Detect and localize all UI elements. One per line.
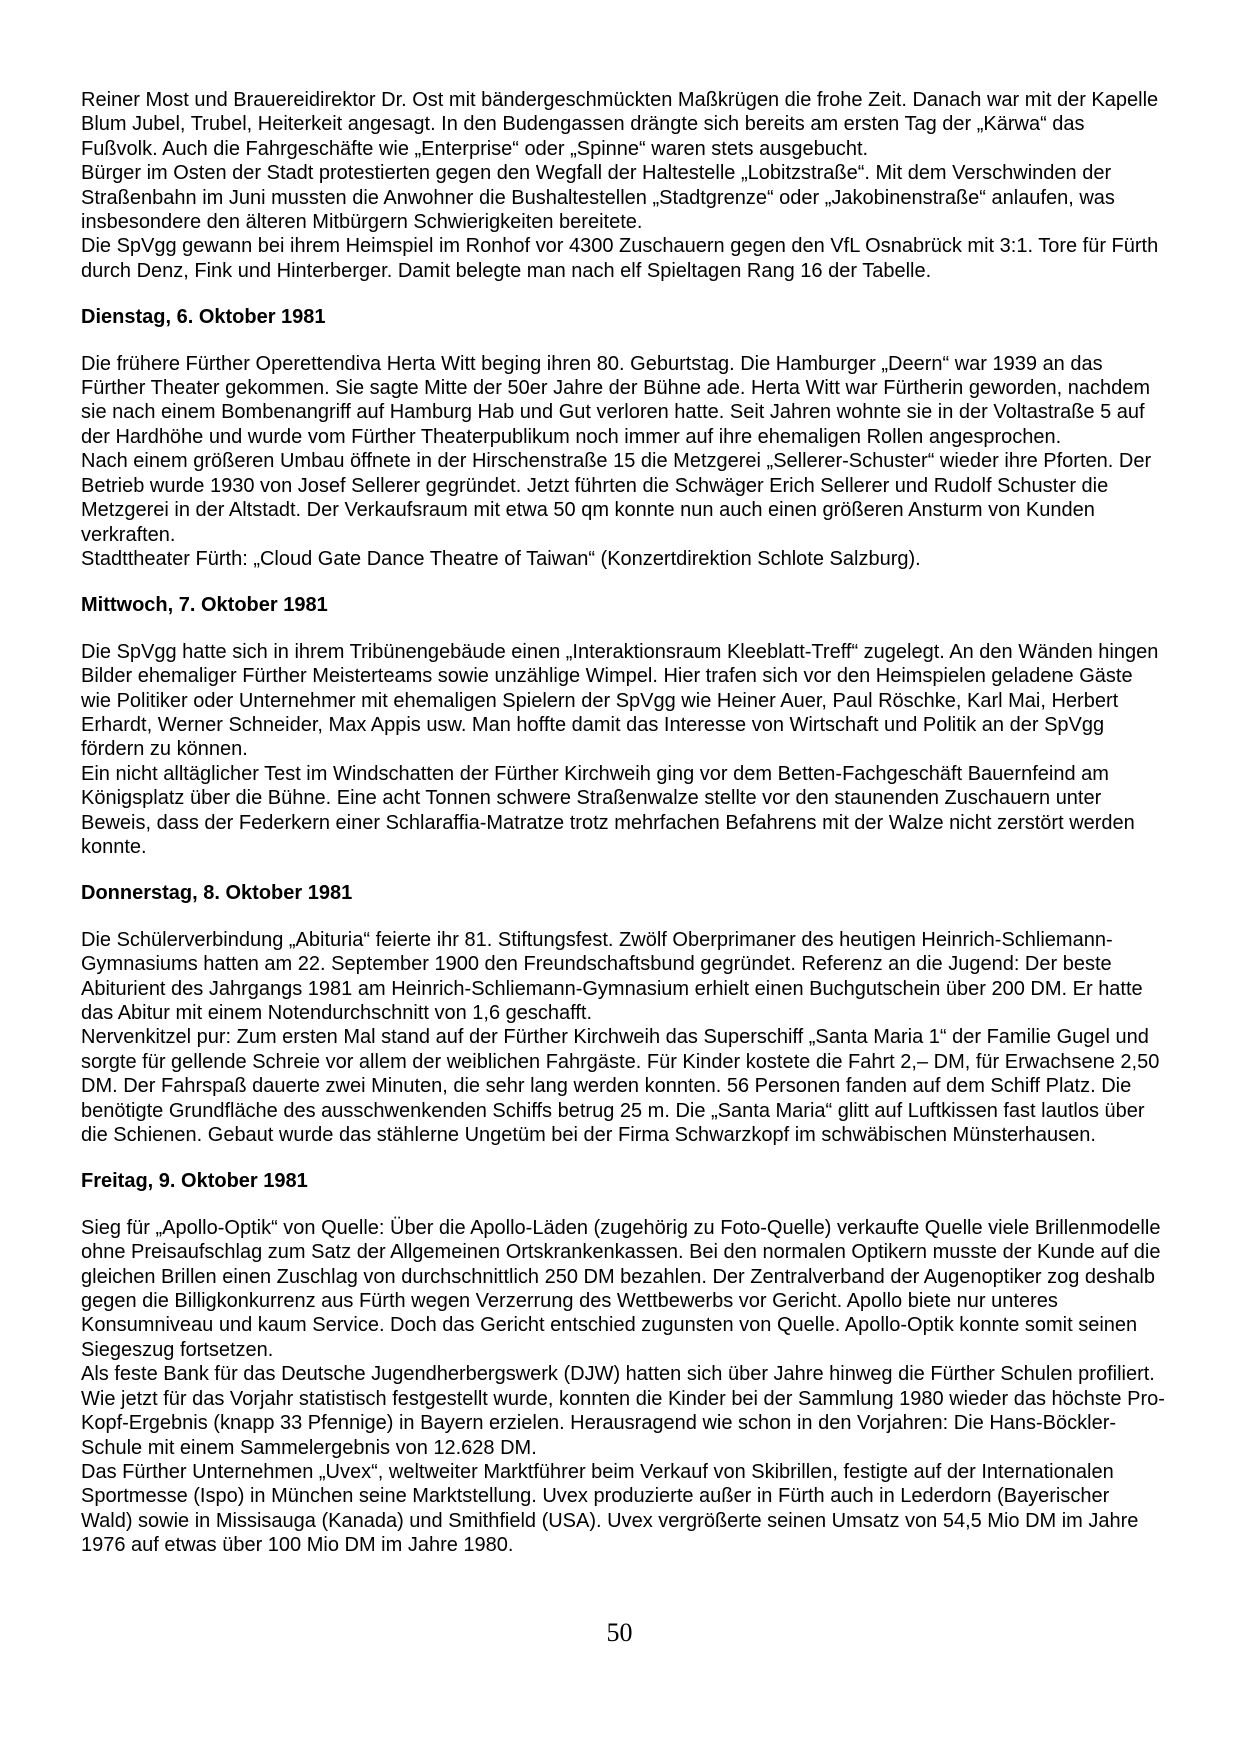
paragraph: Stadttheater Fürth: „Cloud Gate Dance Theatre of Taiwan“ (Konzertdirektion Schlote Salzburg). [81,547,921,570]
paragraph: Das Fürther Unternehmen „Uvex“, weltweiter Marktführer beim Verkauf von Skibrillen, festigte auf der Internationalen Sportmesse (Ispo) in München seine Marktstellung. Uvex produzierte außer in Fürth auch in Lederdorn (Bayerischer Wald) sowie in Missisauga (Kanada) und Smithfield (USA). Uvex vergrößerte seinen Umsatz von 54,5 Mio DM im Jahre 1976 auf etwas über 100 Mio DM im Jahre 1980. [81,1460,1139,1557]
paragraph: Als feste Bank für das Deutsche Jugendherbergswerk (DJW) hatten sich über Jahre hinweg die Fürther Schulen profiliert. Wie jetzt für das Vorjahr statistisch festgestellt wurde, konnten die Kinder bei der Sammlung 1980 wieder das höchste Pro-Kopf-Ergebnis (knapp 33 Pfennige) in Bayern erzielen. Herausragend wie schon in den Vorjahren: Die Hans-Böckler-Schule mit einem Sammelergebnis von 12.628 DM. [81,1363,1165,1459]
paragraph: Ein nicht alltäglicher Test im Windschatten der Fürther Kirchweih ging vor dem Betten-Fachgeschäft Bauernfeind am Königsplatz über die Bühne. Eine acht Tonnen schwere Straßenwalze stellte vor den staunenden Zuschauern unter Beweis, dass der Federkern einer Schlaraffia-Matratze trotz mehrfachen Befahrens mit der Walze nicht zerstört werden konnte. [81,762,1135,858]
date-heading: Donnerstag, 8. Oktober 1981 [81,882,353,905]
date-heading: Freitag, 9. Oktober 1981 [81,1170,308,1193]
document-body [81,88,1166,1558]
paragraph: Reiner Most und Brauereidirektor Dr. Ost mit bändergeschmückten Maßkrügen die frohe Zeit. Danach war mit der Kapelle Blum Jubel, Trubel, Heiterkeit angesagt. In den Budengassen drängte sich bereits am ersten Tag der „Kärwa“ das Fußvolk. Auch die Fahrgeschäfte wie „Enterprise“ oder „Spinne“ waren stets ausgebucht. [81,89,1159,160]
paragraph: Die SpVgg gewann bei ihrem Heimspiel im Ronhof vor 4300 Zuschauern gegen den VfL Osnabrück mit 3:1. Tore für Fürth durch Denz, Fink und Hinterberger. Damit belegte man nach elf Spieltagen Rang 16 der Tabelle. [81,235,1159,282]
paragraph: Nervenkitzel pur: Zum ersten Mal stand auf der Fürther Kirchweih das Superschiff „Santa Maria 1“ der Familie Gugel und sorgte für gellende Schreie vor allem der weiblichen Fahrgäste. Für Kinder kostete die Fahrt 2,– DM, für Erwachsene 2,50 DM. Der Fahrspaß dauerte zwei Minuten, die sehr lang werden konnten. 56 Personen fanden auf dem Schiff Platz. Die benötigte Grundfläche des ausschwenkenden Schiffs betrug 25 m. Die „Santa Maria“ glitt auf Luftkissen fast lautlos über die Schienen. Gebaut wurde das stählerne Ungetüm bei der Firma Schwarzkopf im schwäbischen Münsterhausen. [81,1026,1160,1147]
date-heading: Dienstag, 6. Oktober 1981 [81,306,326,329]
paragraph: Die frühere Fürther Operettendiva Herta Witt beging ihren 80. Geburtstag. Die Hamburger „Deern“ war 1939 an das Fürther Theater gekommen. Sie sagte Mitte der 50er Jahre der Bühne ade. Herta Witt war Fürtherin geworden, nachdem sie nach einem Bombenangriff auf Hamburg Hab und Gut verloren hatte. Seit Jahren wohnte sie in der Voltastraße 5 auf der Hardhöhe und wurde vom Fürther Theaterpublikum noch immer auf ihre ehemaligen Rollen angesprochen. [81,352,1151,448]
date-heading: Mittwoch, 7. Oktober 1981 [81,594,328,617]
paragraph: Nach einem größeren Umbau öffnete in der Hirschenstraße 15 die Metzgerei „Sellerer-Schuster“ wieder ihre Pforten. Der Betrieb wurde 1930 von Josef Sellerer gegründet. Jetzt führten die Schwäger Erich Sellerer und Rudolf Schuster die Metzgerei in der Altstadt. Der Verkaufsraum mit etwa 50 qm konnte nun auch einen größeren Ansturm von Kunden verkraften. [81,450,1152,546]
paragraph: Sieg für „Apollo-Optik“ von Quelle: Über die Apollo-Läden (zugehörig zu Foto-Quelle) verkaufte Quelle viele Brillenmodelle ohne Preisaufschlag zum Satz der Allgemeinen Ortskrankenkassen. Bei den normalen Optikern musste der Kunde auf die gleichen Brillen einen Zuschlag von durchschnittlich 250 DM bezahlen. Der Zentralverband der Augenoptiker zog deshalb gegen die Billigkonkurrenz aus Fürth wegen Verzerrung des Wettbewerbs vor Gericht. Apollo biete nur unteres Konsumniveau und kaum Service. Doch das Gericht entschied zugunsten von Quelle. Apollo-Optik konnte somit seinen Siegeszug fortsetzen. [81,1216,1161,1361]
paragraph: Bürger im Osten der Stadt protestierten gegen den Wegfall der Haltestelle „Lobitzstraße“. Mit dem Verschwinden der Straßenbahn im Juni mussten die Anwohner die Bushaltestellen „Stadtgrenze“ oder „Jakobinenstraße“ anlaufen, was insbesondere den älteren Mitbürgern Schwierigkeiten bereitete. [81,162,1115,234]
page-number: 50 [606,1618,633,1647]
paragraph: Die Schülerverbindung „Abituria“ feierte ihr 81. Stiftungsfest. Zwölf Oberprimaner des heutigen Heinrich-Schliemann-Gymnasiums hatten am 22. September 1900 den Freundschaftsbund gegründet. Referenz an die Jugend: Der beste Abiturient des Jahrgangs 1981 am Heinrich-Schliemann-Gymnasium erhielt einen Buchgutschein über 200 DM. Er hatte das Abitur mit einem Notendurchschnitt von 1,6 geschafft. [81,928,1143,1024]
paragraph: Die SpVgg hatte sich in ihrem Tribünengebäude einen „Interaktionsraum Kleeblatt-Treff“ zugelegt. An den Wänden hingen Bilder ehemaliger Fürther Meisterteams sowie unzählige Wimpel. Hier trafen sich vor den Heimspielen geladene Gäste wie Politiker oder Unternehmer mit ehemaligen Spielern der SpVgg wie Heiner Auer, Paul Röschke, Karl Mai, Herbert Erhardt, Werner Schneider, Max Appis usw. Man hoffte damit das Interesse von Wirtschaft und Politik an der SpVgg fördern zu können. [81,640,1159,761]
